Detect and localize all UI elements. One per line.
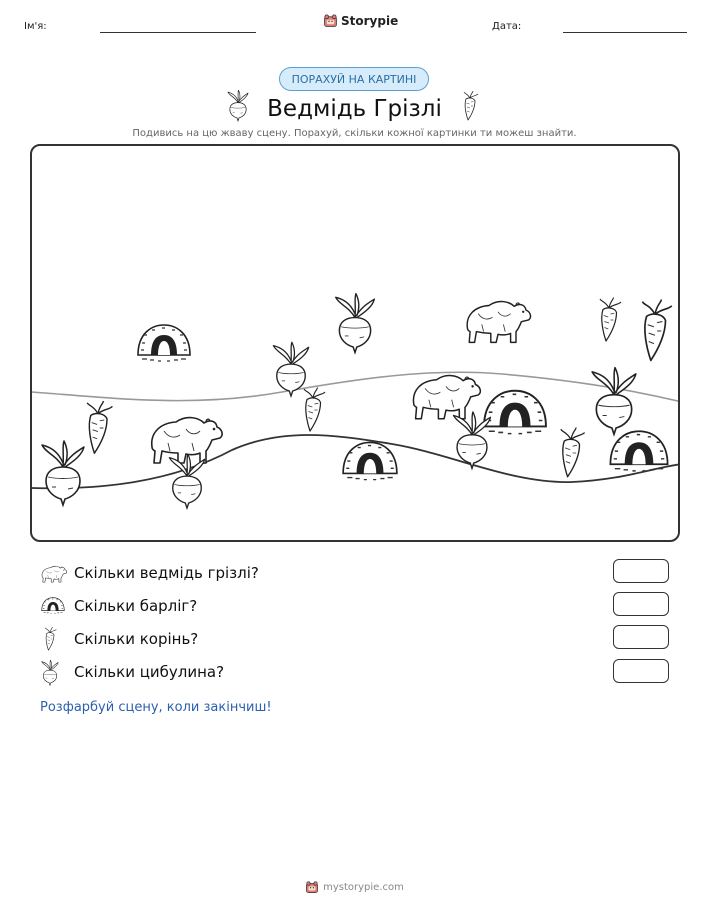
question-text: Скільки цибулина? <box>74 663 225 681</box>
carrot-icon <box>600 298 621 342</box>
answer-box-bulbs[interactable] <box>613 659 669 683</box>
turnip-icon <box>336 294 375 353</box>
name-field[interactable] <box>100 32 256 33</box>
answer-box-bears[interactable] <box>613 559 669 583</box>
carrot-icon <box>561 428 585 477</box>
den-icon <box>484 391 546 434</box>
carrot-icon <box>87 401 112 453</box>
den-icon <box>138 325 190 361</box>
date-field[interactable] <box>563 32 687 33</box>
question-row <box>42 627 58 651</box>
carrot-icon <box>42 627 58 651</box>
date-label: Дата: <box>492 21 522 32</box>
turnip-icon <box>169 454 204 508</box>
turnip-icon <box>454 412 491 468</box>
footer <box>0 880 709 894</box>
carrot-icon <box>304 388 325 432</box>
counting-scene <box>30 144 680 542</box>
scene-illustration <box>32 146 680 542</box>
bear-icon <box>40 562 68 584</box>
carrot-decor-icon <box>460 91 480 121</box>
turnip-icon <box>592 368 636 435</box>
question-row <box>40 595 66 615</box>
carrot-icon <box>642 300 671 361</box>
name-label: Ім'я: <box>24 21 47 32</box>
storypie-logo-icon <box>323 13 338 28</box>
brand-name: Storypie <box>341 13 399 28</box>
page-subtitle: Подивись на цю жваву сцену. Порахуй, скільки кожної картинки ти можеш знайти. <box>132 128 577 139</box>
question-text: Скільки ведмідь грізлі? <box>74 564 259 582</box>
far-ground-line <box>32 372 680 402</box>
bear-icon <box>413 376 480 419</box>
den-icon <box>610 431 667 471</box>
answer-box-roots[interactable] <box>613 625 669 649</box>
coloring-hint: Розфарбуй сцену, коли закінчиш! <box>40 700 272 715</box>
den-icon <box>343 442 397 479</box>
answer-box-dens[interactable] <box>613 592 669 616</box>
turnip-icon <box>40 660 60 686</box>
den-icon <box>40 595 66 615</box>
question-row <box>40 660 60 686</box>
activity-badge: ПОРАХУЙ НА КАРТИНІ <box>279 67 429 91</box>
question-row <box>40 562 68 584</box>
footer-link[interactable]: mystorypie.com <box>323 881 404 893</box>
question-text: Скільки корінь? <box>74 630 199 648</box>
turnip-icon <box>42 441 84 505</box>
question-text: Скільки барліг? <box>74 597 198 615</box>
page-title: Ведмідь Грізлі <box>267 96 442 122</box>
storypie-logo-icon <box>305 880 319 894</box>
bear-icon <box>467 302 530 343</box>
brand-logo <box>323 13 398 28</box>
